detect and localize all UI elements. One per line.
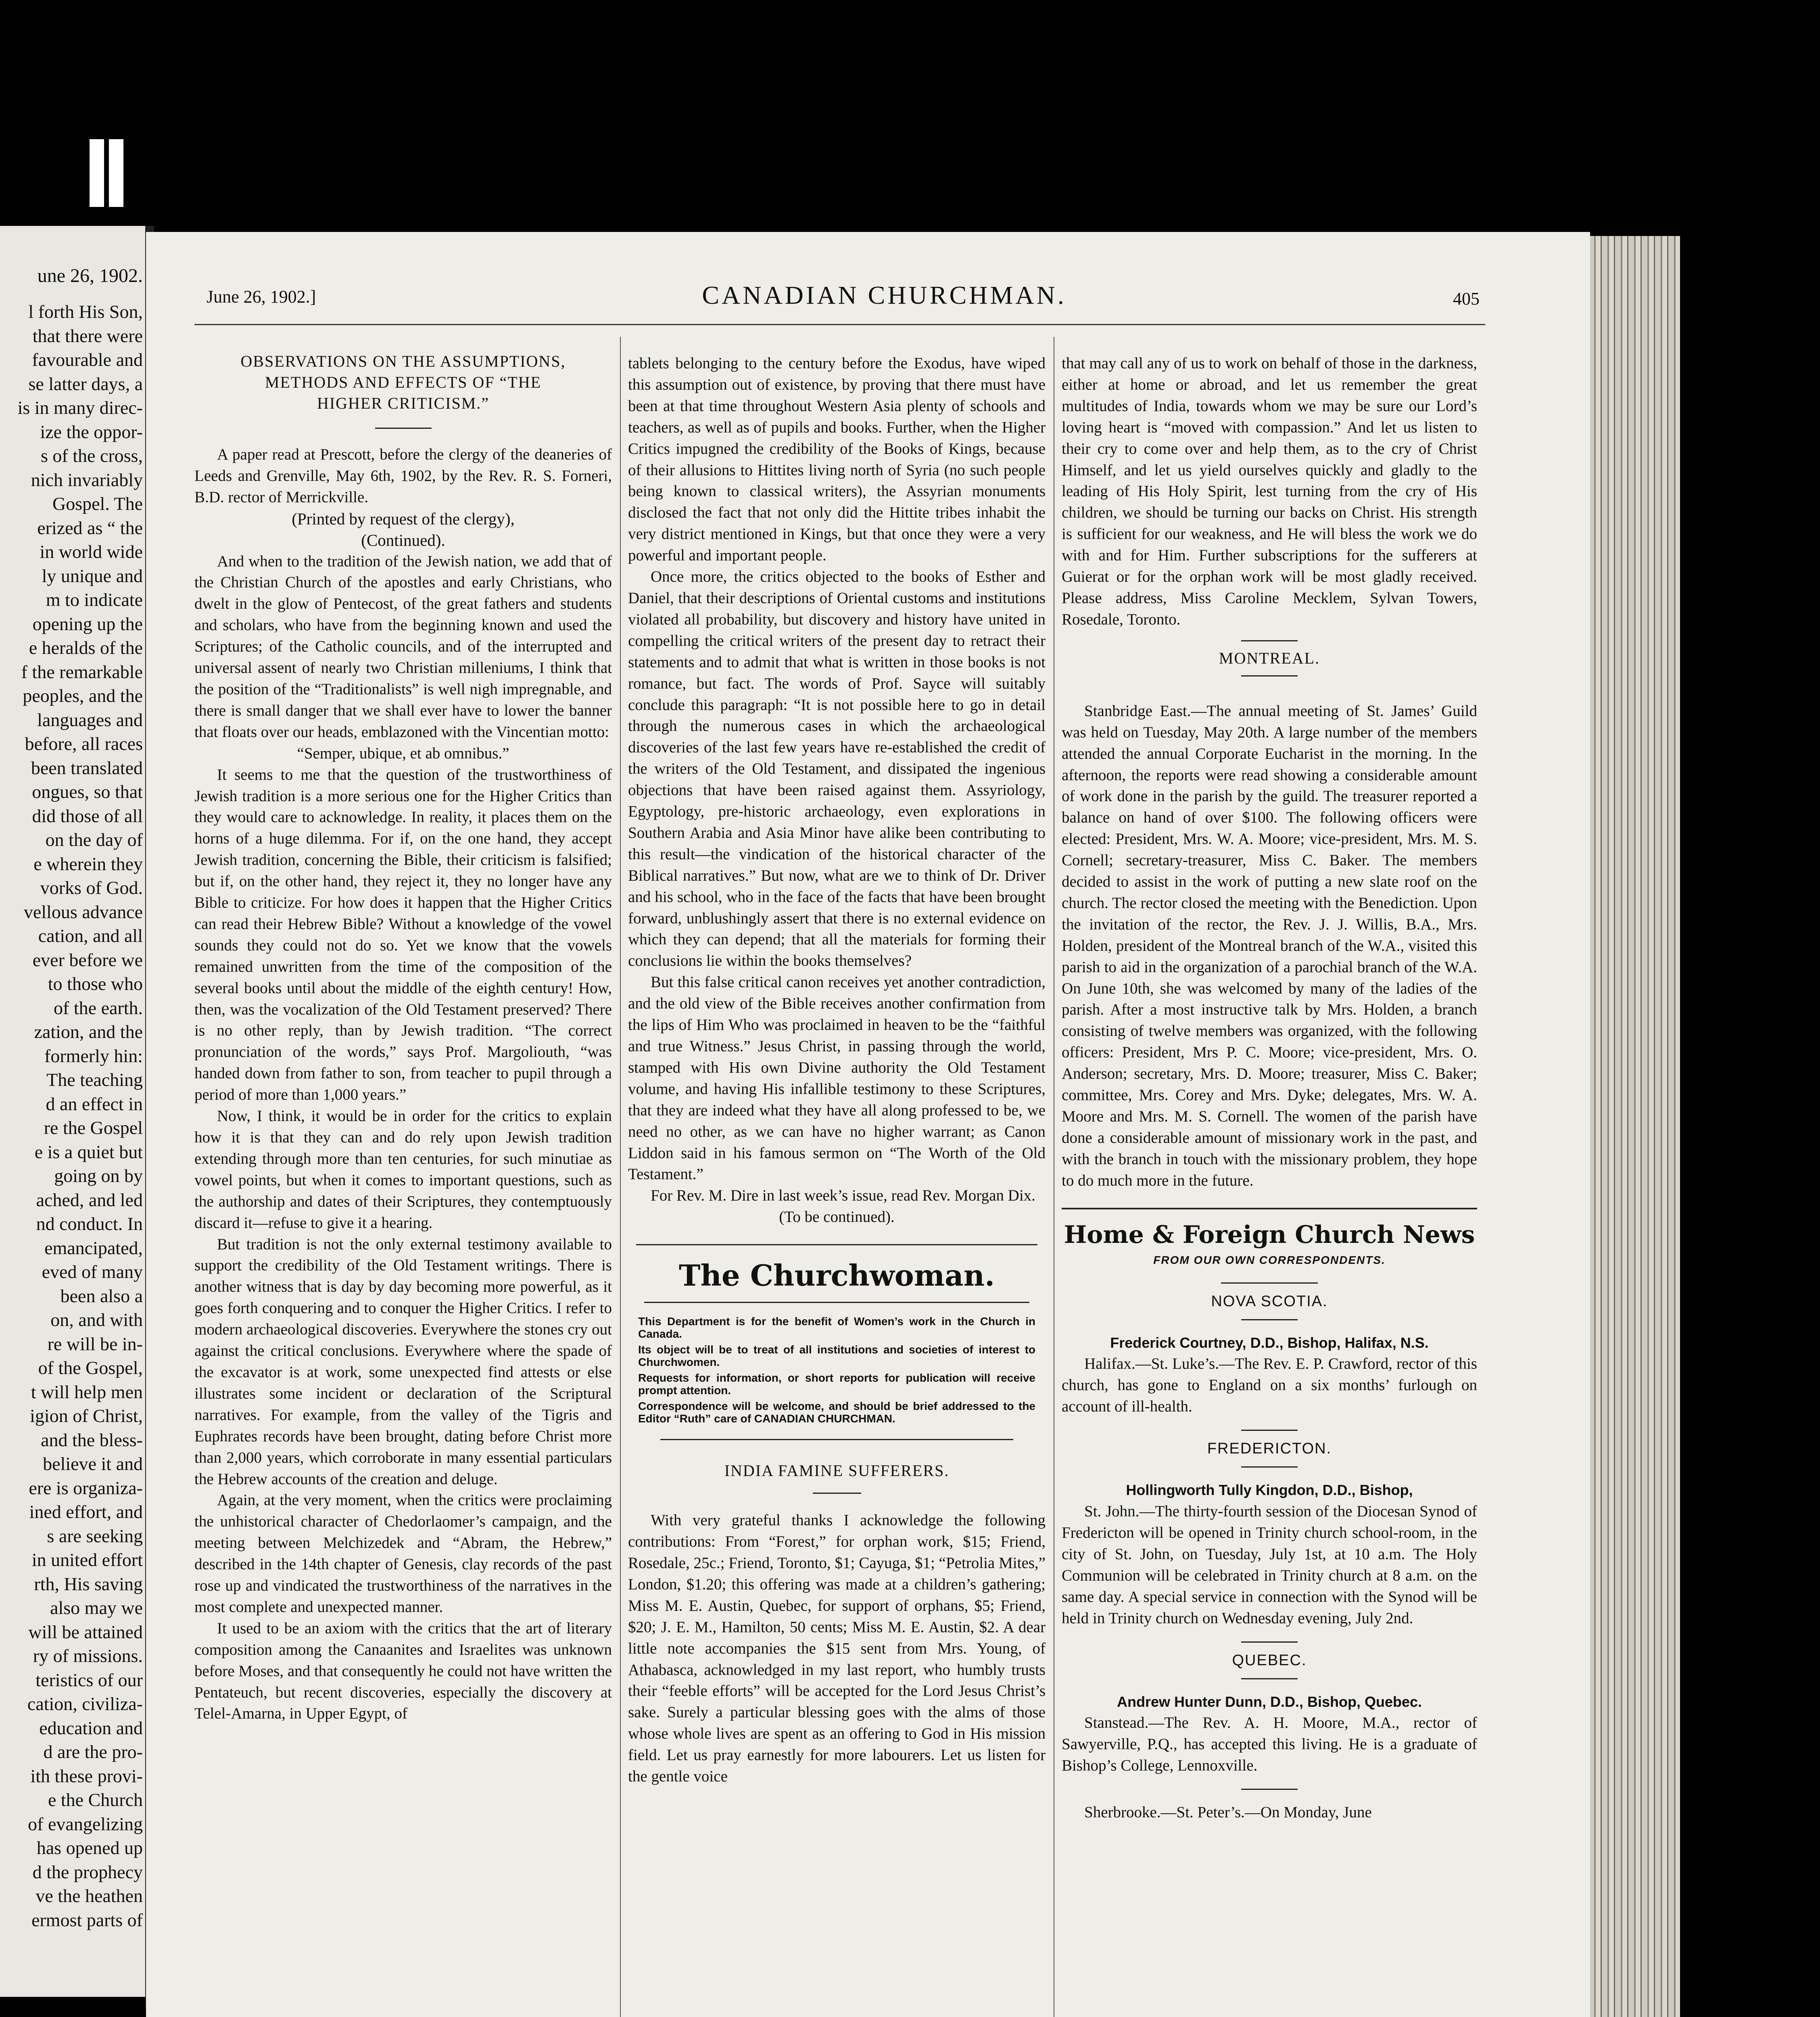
prev-page-line: se latter days, a bbox=[28, 373, 143, 394]
article-intro: A paper read at Prescott, before the clergy of the deaneries of Leeds and Grenville, May 6th, 1902, by the Rev. R. S. Forneri, B.D. rector of Merrickville. bbox=[194, 446, 612, 506]
prev-page-line: on the day of bbox=[45, 829, 143, 850]
divider bbox=[813, 1493, 861, 1494]
column-3 bbox=[1062, 353, 1477, 1823]
prev-page-line: nich invariably bbox=[31, 469, 143, 490]
notice: Requests for information, or short reports for publication will receive prompt attention. bbox=[638, 1372, 1035, 1397]
column-2 bbox=[628, 353, 1046, 1787]
prev-page-line: and the bless- bbox=[41, 1429, 143, 1450]
prev-page-line: of the earth. bbox=[54, 997, 143, 1018]
article-title-line-2: METHODS AND EFFECTS OF “THE bbox=[265, 373, 542, 391]
section-rule bbox=[644, 1302, 1029, 1303]
divider bbox=[1241, 1466, 1298, 1468]
article-paragraph: Sherbrooke.—St. Peter’s.—On Monday, June bbox=[1084, 1804, 1372, 1821]
article-paragraph: tablets belonging to the century before the Exodus, have wiped this assumption out of existence, by proving that there must have been at that time throughout Western Asia plenty of schools and teachers, as well as of pupils and books. Further, when the Higher Critics impugned the credibility of the Books of Kings, because of their allusions to Hittites living north of Syria (no such people being known to classical writers), the Assyrian monuments disclosed the fact that not only did the Hittite tribes inhabit the very district mentioned in Kings, but that once they were a very powerful and important people. bbox=[628, 355, 1046, 564]
prev-page-line: is in many direc- bbox=[17, 397, 143, 418]
section-rule bbox=[636, 1244, 1037, 1245]
notice: Correspondence will be welcome, and should be brief addressed to the Editor “Ruth” care of CANADIAN CHURCHMAN. bbox=[638, 1400, 1035, 1425]
column-1 bbox=[194, 351, 612, 1725]
vincentian-motto: “Semper, ubique, et ab omnibus.” bbox=[297, 744, 509, 762]
prev-page-line: ith these provi- bbox=[30, 1765, 143, 1786]
prev-page-line: l forth His Son, bbox=[28, 301, 143, 322]
header-rule bbox=[194, 324, 1485, 325]
prev-page-line: rth, His saving bbox=[34, 1573, 143, 1594]
prev-page-line: nd conduct. In bbox=[36, 1213, 143, 1234]
prev-page-line: that there were bbox=[32, 325, 143, 346]
prev-page-line: has opened up bbox=[36, 1837, 143, 1858]
prev-page-line: e is a quiet but bbox=[34, 1141, 143, 1162]
prev-page-line: ermost parts of bbox=[31, 1909, 143, 1930]
prev-page-line: on, and with bbox=[50, 1309, 143, 1330]
masthead-title: CANADIAN CHURCHMAN. bbox=[702, 281, 1067, 309]
prev-page-line: s are seeking bbox=[47, 1525, 143, 1546]
prev-page-line: e wherein they bbox=[33, 853, 143, 874]
prev-page-line: in world wide bbox=[40, 541, 143, 562]
article-paragraph: Now, I think, it would be in order for the critics to explain how it is that they can and do rely upon Jewish tradition extending through more than ten centuries, for such minutiae as vowel points, but when it comes to important questions, such as the authorship and dates of their Scriptures, they contemptuously discard it—refuse to give it a hearing. bbox=[194, 1107, 612, 1232]
prev-page-line: ached, and led bbox=[36, 1189, 143, 1210]
article-paragraph: that may call any of us to work on behalf of those in the darkness, either at home or abroad, and let us remember the great multitudes of India, towards whom we may be sure our Lord’s loving heart is “moved with compassion.” And let us listen to their cry to come over and help them, as to the cry of Christ Himself, and let us yield ourselves quickly and gladly to the leading of His Holy Spirit, lest turning from the cry of His children, we should be turning our backs on Christ. His strength is sufficient for our weakness, and He will bless the work we do with and for Him. Further subscriptions for the sufferers at Guierat or for the orphan work will be most gladly received. Please address, Miss Caroline Mecklem, Sylvan Towers, Rosedale, Toronto. bbox=[1062, 355, 1477, 628]
quebec-bishop: Andrew Hunter Dunn, D.D., Bishop, Quebec. bbox=[1117, 1693, 1422, 1710]
divider bbox=[1241, 1430, 1298, 1431]
prev-page-line: ize the oppor- bbox=[40, 421, 143, 442]
prev-page-line: ly unique and bbox=[42, 565, 143, 586]
prev-page-line: The teaching bbox=[46, 1069, 143, 1090]
column-rule bbox=[620, 337, 621, 2017]
prev-page-line: favourable and bbox=[32, 349, 143, 370]
article-paragraph: St. John.—The thirty-fourth session of the Diocesan Synod of Fredericton will be opened in Trinity church school-room, in the city of St. John, on Tuesday, July 1st, at 10 a.m. The Holy Communion will be celebrated in Trinity church at 8 a.m. on the same day. A special service in connection with the Synod will be held in Trinity church on Wednesday evening, July 2nd. bbox=[1062, 1503, 1477, 1627]
prev-page-line: peoples, and the bbox=[23, 685, 143, 706]
montreal-heading: MONTREAL. bbox=[1219, 649, 1320, 667]
prev-page-line: eved of many bbox=[42, 1261, 143, 1282]
film-mark-top-right bbox=[109, 139, 123, 207]
prev-page-line: t will help men bbox=[31, 1381, 143, 1402]
page-number: 405 bbox=[1453, 289, 1480, 309]
prev-page-line: f the remarkable bbox=[21, 661, 143, 682]
prev-page-line: d are the pro- bbox=[43, 1741, 143, 1762]
prev-page-line: re the Gospel bbox=[44, 1117, 143, 1138]
prev-page-line: ined effort, and bbox=[29, 1501, 143, 1522]
prev-page-line: d an effect in bbox=[46, 1093, 143, 1114]
divider bbox=[1241, 1641, 1298, 1643]
prev-page-line: education and bbox=[39, 1717, 143, 1738]
article-paragraph: Once more, the critics objected to the books of Esther and Daniel, that their descriptions of Oriental customs and institutions violated all probability, but discovery and history have united in compelling the critical writers of the present day to retract their statements and to admit that what is written in those books is not romance, but fact. The words of Prof. Sayce will suitably conclude this paragraph: “It is not possible here to go in detail through the numerous cases in which the archaeological discoveries of the last few years have re-established the credit of the writers of the Old Testament, and dissipated the ingenious objections that have been raised against them. Assyriology, Egyptology, pre-historic archaeology, even explorations in Southern Arabia and Asia Minor have alike been contributing to this result—the vindication of the historical character of the Biblical narratives.” But now, what are we to think of Dr. Driver and his school, who in the face of the facts that have been brought forward, unblushingly assert that there is no external evidence on which they can depend; that all the materials for forming their conclusions lie within the books themselves? bbox=[628, 568, 1046, 970]
prev-page-line: been also a bbox=[60, 1285, 143, 1306]
india-famine-heading: INDIA FAMINE SUFFERERS. bbox=[724, 1462, 950, 1480]
prev-page-line: believe it and bbox=[43, 1453, 143, 1474]
nova-scotia-heading: NOVA SCOTIA. bbox=[1211, 1292, 1328, 1310]
article-title-line-3: HIGHER CRITICISM.” bbox=[317, 394, 490, 412]
printed-by-request: (Printed by request of the clergy), bbox=[292, 509, 515, 528]
article-paragraph: It used to be an axiom with the critics that the art of literary composition among the Canaanites and Israelites was unknown before Moses, and that consequently he could not have written the Pentateuch, but recent discoveries, especially the discovery at Telel-Amarna, in Upper Egypt, of bbox=[194, 1619, 612, 1723]
article-paragraph: Again, at the very moment, when the critics were proclaiming the unhistorical character of Chedorlaomer’s campaign, and the meeting between Melchizedek and “Abram, the Hebrew,” described in the 14th chapter of Genesis, clay records of the past rose up and vindicated the trustworthiness of the narratives in the most complete and unexpected manner. bbox=[194, 1491, 612, 1616]
quebec-heading: QUEBEC. bbox=[1232, 1652, 1307, 1669]
correction-note: For Rev. M. Dire in last week’s issue, read Rev. Morgan Dix. bbox=[651, 1187, 1035, 1205]
article-paragraph: Stanbridge East.—The annual meeting of St. James’ Guild was held on Tuesday, May 20th. A large number of the members attended the annual Corporate Eucharist in the morning. In the afternoon, the reports were read showing a considerable amount of work done in the parish by the guild. The treasurer reported a balance on hand of over $100. The following officers were elected: President, Mrs. W. A. Moore; vice-president, Mrs. M. S. Cornell; secretary-treasurer, Miss C. Baker. The members decided to assist in the work of putting a new slate roof on the church. The rector closed the meeting with the Benediction. Upon the invitation of the rector, the Rev. J. J. Willis, B.A., Mrs. Holden, president of the Montreal branch of the W.A., visited this parish to aid in the organization of a parochial branch of the W.A. On June 10th, she was welcomed by many of the ladies of the parish. After a most instructive talk by Mrs. Holden, a branch consisting of twelve members was organized, with the following officers: President, Mrs P. C. Moore; vice-president, Mrs. O. Anderson; secretary, Mrs. D. Moore; treasurer, Miss C. Baker; committee, Mrs. Corey and Mrs. Dyke; delegates, Mrs. W. A. Moore and Mrs. M. S. Cornell. The women of the parish have done a considerable amount of missionary work in the past, and with the branch in touch with the missionary problem, they hope to do much more in the future. bbox=[1062, 702, 1477, 1189]
prev-page-line: in united effort bbox=[31, 1549, 143, 1570]
nova-scotia-bishop: Frederick Courtney, D.D., Bishop, Halifax, N.S. bbox=[1110, 1334, 1429, 1351]
header-date: June 26, 1902.] bbox=[207, 287, 316, 307]
prev-page-line: cation, civiliza- bbox=[27, 1693, 143, 1714]
prev-page-line: did those of all bbox=[32, 805, 143, 826]
notice: This Department is for the benefit of Women’s work in the Church in Canada. bbox=[638, 1315, 1035, 1340]
prev-page-line: opening up the bbox=[32, 613, 143, 634]
notice: Its object will be to treat of all institutions and societies of interest to Churchwomen. bbox=[638, 1343, 1035, 1369]
prev-page-line: of the Gospel, bbox=[38, 1357, 143, 1378]
prev-page-line: erized as “ the bbox=[37, 517, 143, 538]
prev-page-line: vorks of God. bbox=[40, 877, 143, 898]
prev-page-line: languages and bbox=[37, 709, 143, 730]
fredericton-bishop: Hollingworth Tully Kingdon, D.D., Bishop, bbox=[1126, 1482, 1413, 1499]
prev-page-line: emancipated, bbox=[44, 1237, 143, 1258]
prev-page-header: une 26, 1902. bbox=[37, 265, 143, 286]
prev-page-line: going on by bbox=[54, 1165, 143, 1186]
prev-page-line: Gospel. The bbox=[52, 493, 143, 514]
article-paragraph: With very grateful thanks I acknowledge the following contributions: From “Forest,” for orphan work, $15; Friend, Rosedale, 25c.; Friend, Toronto, $1; Cayuga, $1; “Petrolia Mites,” London, $1.20; this offering was made at a children’s gathering; Miss M. E. Austin, Quebec, for support of orphans, $5; Friend, $20; J. E. M., Hamilton, 50 cents; Miss M. E. Austin, $2. A dear little note accompanies the $15 sent from Mrs. Young, of Athabasca, acknowledged in my last report, who humbly trusts their “feeble efforts” will be accepted for the Lord Jesus Christ’s sake. Surely a particular blessing goes with the alms of those whose whole lives are spent as an offering to God in His mission field. Let us pray earnestly for more labourers. Let us listen for the gentle voice bbox=[628, 1512, 1046, 1785]
article-title-line-1: OBSERVATIONS ON THE ASSUMPTIONS, bbox=[240, 352, 566, 370]
article-title bbox=[194, 351, 612, 414]
prev-page-line: to those who bbox=[48, 973, 143, 994]
churchwoman-title: The Churchwoman. bbox=[678, 1258, 995, 1293]
prev-page-line: d the prophecy bbox=[32, 1861, 143, 1882]
divider bbox=[1241, 1678, 1298, 1679]
divider bbox=[375, 428, 432, 429]
prev-page-line: vellous advance bbox=[23, 901, 143, 922]
prev-page-line: m to indicate bbox=[46, 589, 143, 610]
divider bbox=[1241, 1319, 1298, 1320]
prev-page-line: e heralds of the bbox=[29, 637, 143, 658]
prev-page-line: of evangelizing bbox=[28, 1813, 143, 1834]
prev-page-line: been translated bbox=[31, 757, 143, 778]
prev-page-line: e the Church bbox=[48, 1789, 143, 1810]
prev-page-line: formerly hin: bbox=[44, 1045, 143, 1066]
prev-page-line: before, all races bbox=[25, 733, 143, 754]
prev-page-line: igion of Christ, bbox=[30, 1405, 143, 1426]
prev-page-line: ry of missions. bbox=[33, 1645, 143, 1666]
section-rule bbox=[1062, 1208, 1477, 1209]
prev-page-line: ve the heathen bbox=[35, 1885, 143, 1906]
film-mark-top-left bbox=[90, 139, 104, 207]
book-page-edges bbox=[1575, 236, 1680, 2017]
prev-page-line: will be attained bbox=[28, 1621, 143, 1642]
church-news-title: Home & Foreign Church News bbox=[1064, 1220, 1475, 1249]
article-paragraph: And when to the tradition of the Jewish nation, we add that of the Christian Church of the apostles and early Christians, who dwelt in the glow of Pentecost, of the great fathers and students and scholars, who have from the beginning known and used the Scriptures; of the Catholic councils, and of the interrupted and universal assent of nearly two Christian milleniums, I think that the position of the “Traditionalists” is well nigh impregnable, and there is small danger that we shall ever have to lower the banner that floats over our heads, emblazoned with the Vincentian motto: bbox=[194, 552, 612, 741]
prev-page-line: cation, and all bbox=[38, 925, 143, 946]
divider bbox=[1241, 1789, 1298, 1790]
divider bbox=[1241, 640, 1298, 641]
prev-page-line: ongues, so that bbox=[32, 781, 143, 802]
article-paragraph: But tradition is not the only external testimony available to support the credibility of the Old Testament writings. There is another witness that is day by day becoming more powerful, as it goes forth conquering and to conquer the Higher Critics. I refer to modern archaeological discoveries. Everywhere the stones cry out against the critical conclusions. Everywhere where the spade of the excavator is at work, some unexpected find attests or else illustrates some incident or declaration of the Scriptural narratives. For example, from the valley of the Tigris and Euphrates records have been brought, dating before Christ more than 2,000 years, which corroborate in many essential particulars the Hebrew accounts of the creation and deluge. bbox=[194, 1235, 612, 1488]
article-paragraph: Halifax.—St. Luke’s.—The Rev. E. P. Crawford, rector of this church, has gone to England on a six months’ furlough on account of ill-health. bbox=[1062, 1355, 1477, 1416]
divider bbox=[1221, 1282, 1318, 1284]
prev-page-line: ever before we bbox=[32, 949, 143, 970]
prev-page-line: re will be in- bbox=[47, 1333, 143, 1354]
prev-page-line: also may we bbox=[50, 1597, 143, 1618]
newspaper-page bbox=[146, 232, 1590, 2017]
article-paragraph: But this false critical canon receives yet another contradiction, and the old view of the Bible receives another confirmation from the lips of Him Who was proclaimed in heaven to be the “faithful and true Witness.” Jesus Christ, in passing through the world, stamped with His own Divine authority the Old Testament volume, and having His infallible testimony to these Scriptures, that they are indeed what they have all along professed to be, we need no other, as we can have no higher warrant; as Canon Liddon said in his famous sermon on “The Worth of the Old Testament.” bbox=[628, 973, 1046, 1183]
divider bbox=[1241, 675, 1298, 677]
department-notices bbox=[628, 1315, 1046, 1425]
to-be-continued: (To be continued). bbox=[779, 1208, 895, 1226]
section-rule bbox=[660, 1439, 1013, 1440]
article-paragraph: It seems to me that the question of the trustworthiness of Jewish tradition is a more serious one for the Higher Critics than they would care to acknowledge. In reality, it places them on the horns of a huge dilemma. For if, on the one hand, they accept Jewish tradition, concerning the Bible, their criticism is falsified; but if, on the other hand, they reject it, they no longer have any Bible to criticize. For how does it happen that the Higher Critics can read their Hebrew Bible? Without a knowledge of the vowel sounds they could not do so. Yet we know that the vowels remained unwritten from the time of the composition of the several books until about the middle of the eighth century! How, then, was the vocalization of the Old Testament preserved? There is no other reply, than by Jewish tradition. “The correct pronunciation of the words,” says Prof. Margoliouth, “was handed down from father to son, from teacher to pupil through a period of more than 1,000 years.” bbox=[194, 766, 612, 1104]
previous-page-strip bbox=[0, 226, 145, 1997]
prev-page-line: ere is organiza- bbox=[29, 1477, 143, 1498]
fredericton-heading: FREDERICTON. bbox=[1207, 1440, 1332, 1457]
prev-page-line: zation, and the bbox=[34, 1021, 143, 1042]
prev-page-line: s of the cross, bbox=[41, 445, 143, 466]
prev-page-line: teristics of our bbox=[35, 1669, 143, 1690]
article-paragraph: Stanstead.—The Rev. A. H. Moore, M.A., rector of Sawyerville, P.Q., has accepted this living. He is a graduate of Bishop’s College, Lennoxville. bbox=[1062, 1714, 1477, 1775]
church-news-subtitle: FROM OUR OWN CORRESPONDENTS. bbox=[1153, 1253, 1386, 1266]
continued-note: (Continued). bbox=[361, 530, 445, 549]
